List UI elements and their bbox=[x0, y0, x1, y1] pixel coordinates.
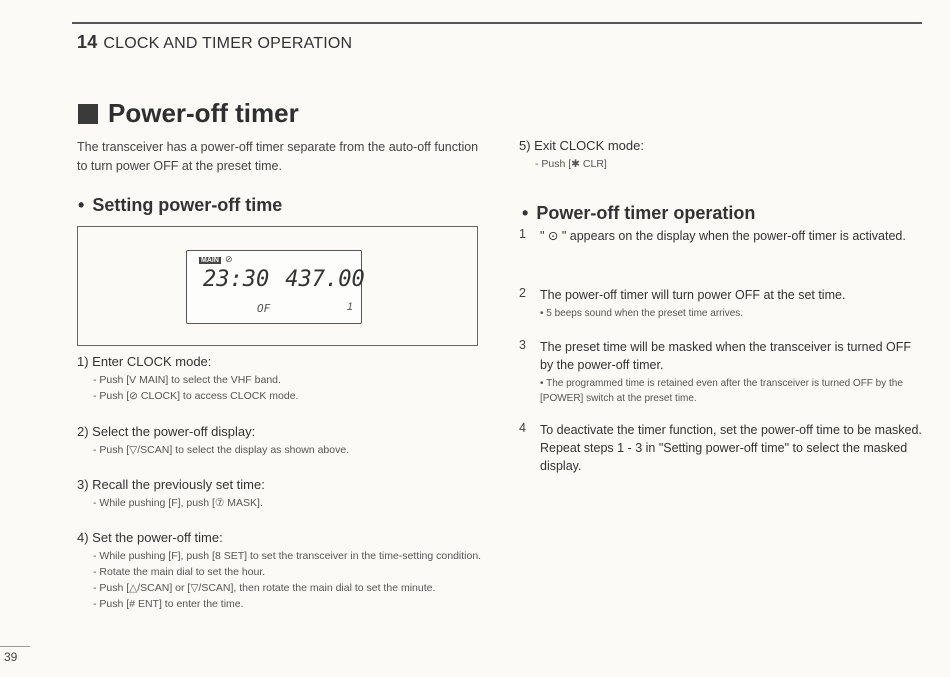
step-title: 3) Recall the previously set time: bbox=[77, 477, 265, 492]
main-indicator: MAIN bbox=[201, 257, 219, 264]
clock-icon: ⊘ bbox=[225, 254, 233, 264]
lcd-time: 23:30 bbox=[203, 267, 270, 292]
chapter-title: CLOCK AND TIMER OPERATION bbox=[103, 35, 353, 52]
section-heading bbox=[78, 98, 299, 129]
step-sub: - Rotate the main dial to set the hour. bbox=[93, 566, 266, 578]
lcd-frequency: 437.00 bbox=[285, 267, 365, 292]
operation-item-1 bbox=[519, 227, 924, 245]
item-number: 4 bbox=[519, 421, 526, 435]
step-title: 4) Set the power-off time: bbox=[77, 530, 223, 545]
item-number: 3 bbox=[519, 338, 526, 352]
lcd-one-indicator: 1 bbox=[346, 301, 353, 313]
step-2 bbox=[77, 424, 497, 458]
step-4 bbox=[77, 530, 497, 612]
top-rule bbox=[72, 22, 922, 24]
item-note: • The programmed time is retained even after the transceiver is turned OFF by the [POWER] switch at the preset time. bbox=[540, 378, 903, 404]
bullet-dot: • bbox=[522, 203, 529, 223]
step-sub: - Push [✱ CLR] bbox=[535, 158, 607, 170]
square-bullet-icon bbox=[78, 104, 98, 124]
item-text: The power-off timer will turn power OFF at the set time. bbox=[540, 288, 846, 302]
page-rule bbox=[0, 646, 30, 647]
item-text: The preset time will be masked when the transceiver is turned OFF by the power-off timer. bbox=[540, 340, 911, 372]
page-number: 39 bbox=[4, 650, 18, 664]
chapter-header bbox=[77, 32, 352, 53]
step-title: 5) Exit CLOCK mode: bbox=[519, 138, 644, 153]
step-sub: - Push [# ENT] to enter the time. bbox=[93, 598, 244, 610]
item-text: " ⊙ " appears on the display when the power-off timer is activated. bbox=[540, 229, 906, 243]
chapter-number: 14 bbox=[77, 32, 98, 52]
item-number: 1 bbox=[519, 227, 526, 241]
step-1 bbox=[77, 354, 497, 404]
step-title: 1) Enter CLOCK mode: bbox=[77, 354, 212, 369]
step-title: 2) Select the power-off display: bbox=[77, 424, 256, 439]
step-sub: - While pushing [F], push [⑦ MASK]. bbox=[93, 497, 263, 509]
step-sub: - Push [▽/SCAN] to select the display as shown above. bbox=[93, 444, 350, 456]
operation-item-2 bbox=[519, 286, 924, 321]
operation-subhead bbox=[522, 203, 755, 224]
operation-item-4 bbox=[519, 421, 924, 475]
heading-text: Power-off timer bbox=[108, 98, 299, 128]
item-number: 2 bbox=[519, 286, 526, 300]
intro-paragraph: The transceiver has a power-off timer separate from the auto-off function to turn power OFF at the preset time. bbox=[77, 140, 479, 173]
item-note: • 5 beeps sound when the preset time arrives. bbox=[540, 308, 744, 319]
item-text: To deactivate the timer function, set the power-off time to be masked. Repeat steps 1 - 3 in "Setting power-off time" to select the masked display. bbox=[540, 423, 922, 473]
setting-subhead bbox=[78, 195, 282, 216]
step-sub: - Push [△/SCAN] or [▽/SCAN], then rotate the main dial to set the minute. bbox=[93, 582, 436, 594]
step-sub: - Push [V MAIN] to select the VHF band. bbox=[93, 374, 281, 386]
operation-item-3 bbox=[519, 338, 924, 406]
operation-subhead-text: Power-off timer operation bbox=[536, 203, 756, 223]
step-sub: - Push [⊘ CLOCK] to access CLOCK mode. bbox=[93, 390, 299, 402]
step-sub: - While pushing [F], push [8 SET] to set the transceiver in the time-setting condition. bbox=[93, 550, 482, 562]
bullet-dot: • bbox=[78, 195, 85, 215]
lcd-main-row bbox=[203, 267, 365, 292]
lcd-display bbox=[186, 250, 365, 324]
lcd-off-indicator: OF bbox=[257, 302, 271, 315]
setting-subhead-text: Setting power-off time bbox=[92, 195, 283, 215]
step-5 bbox=[519, 138, 919, 172]
step-3 bbox=[77, 477, 497, 511]
